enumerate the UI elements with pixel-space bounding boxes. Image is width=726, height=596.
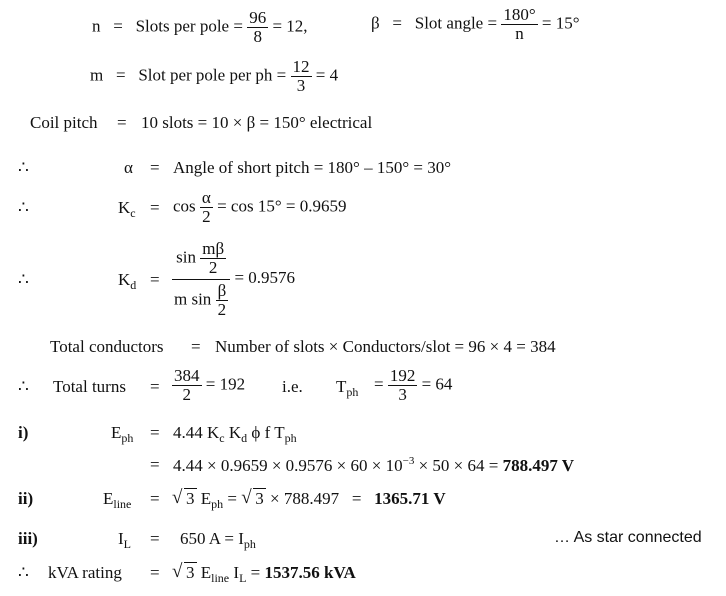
total-turns-expression: $\frac{384}{2}$ = 192 bbox=[174, 366, 246, 404]
equals-sign: = bbox=[191, 337, 201, 356]
equals-sign: = bbox=[150, 423, 160, 442]
label-slots-per-pole: Slots per pole = bbox=[135, 16, 243, 36]
sqrt-symbol: √ 3 bbox=[172, 487, 195, 508]
big-fraction: sin $\frac{m\beta}{2}$ m sin $\frac{\beta}{2}$ bbox=[172, 240, 230, 318]
emf-result: 788.497 V bbox=[502, 456, 575, 475]
fraction: $\frac{180^\circ}{n}$ bbox=[503, 5, 536, 43]
emf-formula: 4.44 $K_c$ $K_d$ ϕ f $T_{ph}$ bbox=[173, 423, 297, 445]
kva-computation: √ 3 $E_{line}$ $I_L = 1537.56$ kVA bbox=[172, 561, 356, 585]
result: = 12, bbox=[272, 16, 308, 36]
var-alpha: α bbox=[124, 158, 133, 177]
equals-sign: = bbox=[150, 563, 160, 582]
line-current-value: 650 $A = I_{ph}$ bbox=[180, 529, 256, 551]
turns-per-phase-expression: = $\frac{192}{3}$ = 64 bbox=[374, 366, 453, 404]
fraction: $\frac{\alpha}{2}$ bbox=[201, 188, 211, 226]
sqrt-symbol: √ 3 bbox=[172, 561, 195, 582]
var-il: $I_L$ bbox=[118, 529, 132, 551]
therefore-symbol: ∴ bbox=[18, 377, 29, 396]
equals-sign: = bbox=[117, 113, 127, 132]
var-eph: $E_{ph}$ bbox=[111, 423, 134, 445]
therefore-symbol: ∴ bbox=[18, 158, 29, 177]
var-eline: $E_{line}$ bbox=[103, 489, 132, 511]
pitch-factor-expression: cos $\frac{\alpha}{2}$ = cos 15° = 0.9659 bbox=[173, 188, 347, 226]
equation-slot-angle bbox=[371, 6, 580, 43]
equals-sign: = bbox=[150, 270, 160, 289]
equals-sign: = bbox=[150, 489, 160, 508]
label-coil-pitch: Coil pitch bbox=[30, 113, 98, 132]
equals-sign: = bbox=[150, 158, 160, 177]
fraction: $\frac{96}{8}$ bbox=[249, 8, 267, 46]
label-slot-per-pole-per-ph: Slot per pole per ph = bbox=[138, 65, 287, 85]
label-slot-angle: Slot angle = bbox=[414, 13, 498, 33]
equation-slots-per-pole-per-phase bbox=[90, 58, 338, 95]
equation-slots-per-pole bbox=[92, 9, 308, 46]
var-n: n bbox=[92, 16, 101, 36]
line-emf-result: 1365.71 V bbox=[374, 489, 446, 508]
coil-pitch-value: 10 slots = 10 × β = 150° electrical bbox=[141, 113, 373, 132]
label-total-conductors: Total conductors bbox=[50, 337, 164, 356]
step-marker-iii: iii) bbox=[18, 529, 38, 548]
equals-sign: = bbox=[392, 13, 402, 33]
equals-sign: = bbox=[113, 16, 123, 36]
equals-sign: = bbox=[150, 198, 160, 217]
therefore-symbol: ∴ bbox=[18, 198, 29, 217]
ie-text: i.e. bbox=[282, 377, 303, 396]
var-tph: $T_{ph}$ bbox=[336, 377, 359, 399]
equals-sign: = bbox=[115, 65, 126, 85]
var-kc: $K_c$ bbox=[118, 198, 136, 220]
therefore-symbol: ∴ bbox=[18, 563, 29, 582]
equals-sign: = bbox=[150, 455, 160, 474]
var-beta: β bbox=[371, 13, 380, 33]
fraction: $\frac{12}{3}$ bbox=[292, 57, 310, 95]
step-marker-ii: ii) bbox=[18, 489, 34, 508]
sqrt-symbol: √ 3 bbox=[241, 487, 264, 508]
result: = 4 bbox=[315, 65, 339, 85]
therefore-symbol: ∴ bbox=[18, 270, 29, 289]
short-pitch-angle: Angle of short pitch = 180° – 150° = 30° bbox=[173, 158, 452, 177]
line-emf-computation: √ 3 $E_{ph}$ = √ 3 × 788.497 = 1365.71 V bbox=[172, 487, 446, 511]
equation-coil-pitch bbox=[30, 113, 98, 133]
label-kva-rating: kVA rating bbox=[48, 563, 122, 582]
kva-result: 1537.56 kVA bbox=[264, 563, 356, 582]
emf-computation: $4.44 \times 0.9659 \times 0.9576 \times 60 \times 10^{-3} \times 50 \times 64 = 788.497$ V bbox=[173, 455, 575, 475]
var-m: m bbox=[90, 65, 104, 85]
star-connected-note: … As star connected bbox=[554, 529, 702, 546]
var-kd: $K_d$ bbox=[118, 270, 137, 292]
distribution-factor-expression: sin $\frac{m\beta}{2}$ m sin $\frac{\beta}{2}$ = 0.9576 bbox=[174, 239, 296, 319]
label-total-turns: Total turns bbox=[53, 377, 126, 396]
result: = 15° bbox=[541, 13, 580, 33]
total-conductors-value: Number of slots × Conductors/slot = 96 × 4 = 384 bbox=[215, 337, 556, 356]
equals-sign: = bbox=[150, 377, 160, 396]
equals-sign: = bbox=[150, 529, 160, 548]
step-marker-i: i) bbox=[18, 423, 29, 442]
